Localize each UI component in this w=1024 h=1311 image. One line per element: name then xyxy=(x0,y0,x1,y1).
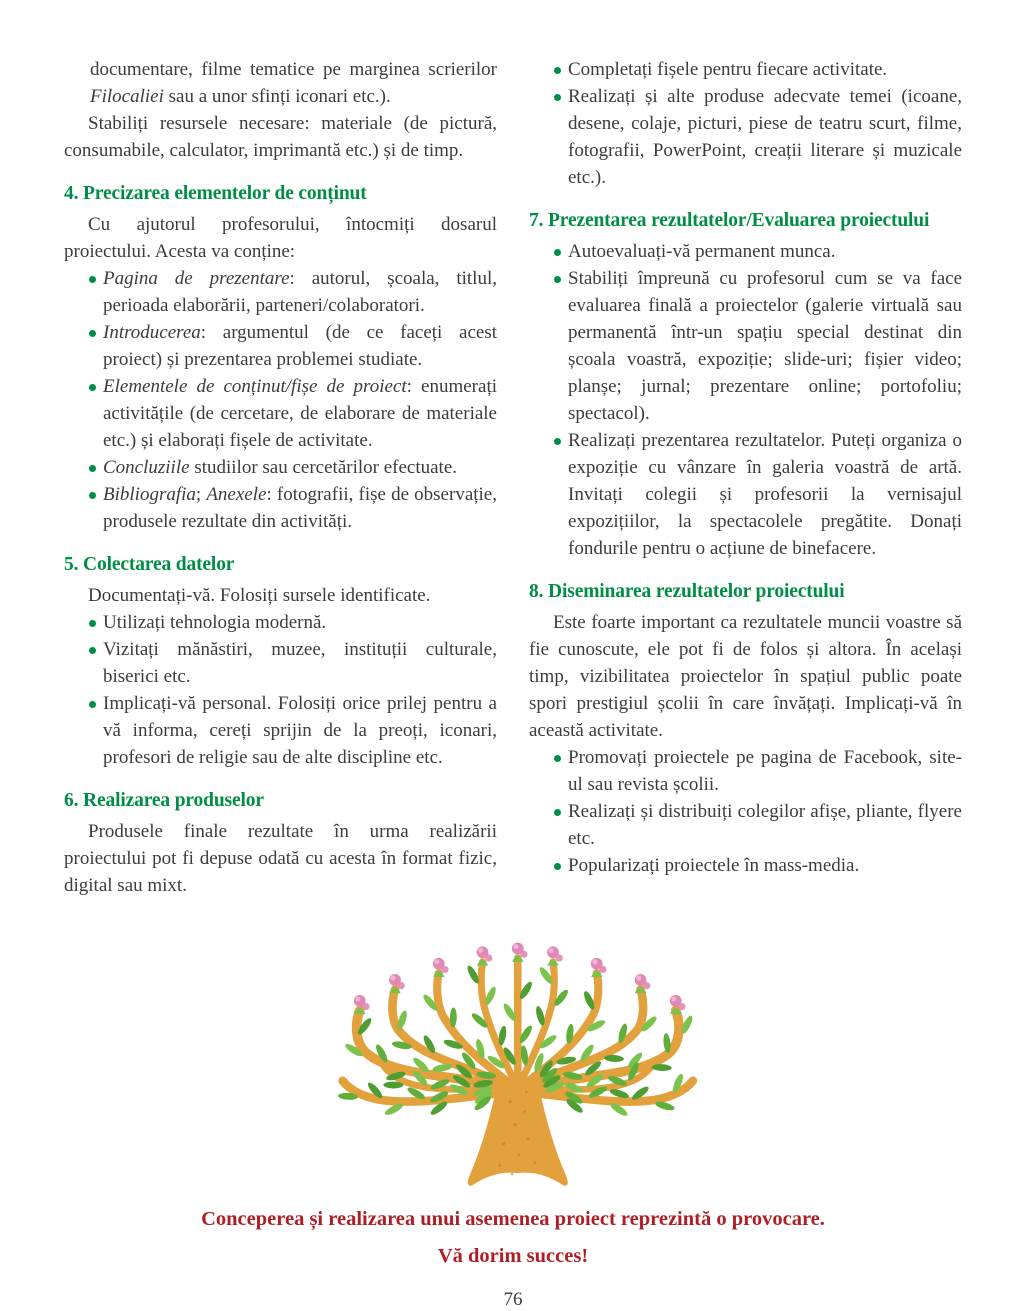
section-heading: 5. Colectarea datelor xyxy=(64,554,235,575)
bullet-list xyxy=(529,744,962,879)
section-heading: 4. Precizarea elementelor de conținut xyxy=(64,183,367,204)
bullet-item: Autoevaluați-vă permanent munca. xyxy=(553,238,962,265)
right-column xyxy=(529,56,962,879)
flowering-tree-illustration xyxy=(301,919,725,1195)
illustration-container xyxy=(64,919,962,1195)
bullet-item: Completați fișele pentru fiecare activitate. xyxy=(553,56,962,83)
bullet-item: Concluziile studiilor sau cercetărilor efectuate. xyxy=(88,454,497,481)
paragraph: documentare, filme tematice pe marginea scrierilor Filocaliei sau a unor sfinți iconari etc.). xyxy=(90,59,497,107)
bullet-item: Promovați proiectele pe pagina de Facebook, site-ul sau revista școlii. xyxy=(553,744,962,798)
bullet-list xyxy=(529,238,962,562)
bullet-list xyxy=(529,56,962,191)
paragraph: Este foarte important ca rezultatele muncii voastre să fie cunoscute, ele pot fi de folos și altora. În același timp, vizibilitatea proiectelor în spațiul public poate spori prestigiul școlii în care învățați. Implicați-vă în această activitate. xyxy=(529,612,962,741)
bullet-item: Realizați și distribuiți colegilor afișe, pliante, flyere etc. xyxy=(553,798,962,852)
bullet-item: Vizitați mănăstiri, muzee, instituții culturale, biserici etc. xyxy=(88,636,497,690)
left-column xyxy=(64,56,497,899)
paragraph: Stabiliți resursele necesare: materiale (de pictură, consumabile, calculator, imprimantă etc.) și de timp. xyxy=(64,113,497,161)
page-number: 76 xyxy=(503,1289,523,1310)
section-heading: 8. Diseminarea rezultatelor proiectului xyxy=(529,581,845,602)
closing-line-2: Vă dorim succes! xyxy=(437,1245,589,1267)
bullet-item: Elementele de conținut/fișe de proiect: enumerați activitățile (de cercetare, de elaborare de materiale etc.) și elaborați fișele de activitate. xyxy=(88,373,497,454)
section-heading: 7. Prezentarea rezultatelor/Evaluarea proiectului xyxy=(529,210,930,231)
two-column-text xyxy=(64,56,962,899)
bullet-item: Implicați-vă personal. Folosiți orice prilej pentru a vă informa, cereți sprijin de la preoți, iconari, profesori de religie sau de alte discipline etc. xyxy=(88,690,497,771)
closing-line-1: Conceperea și realizarea unui asemenea proiect reprezintă o provocare. xyxy=(201,1208,825,1230)
bullet-item: Pagina de prezentare: autorul, școala, titlul, perioada elaborării, parteneri/colaboratori. xyxy=(88,265,497,319)
bullet-item: Bibliografia; Anexele: fotografii, fișe de observație, produsele rezultate din activități. xyxy=(88,481,497,535)
bullet-item: Utilizați tehnologia modernă. xyxy=(88,609,497,636)
paragraph: Documentați-vă. Folosiți sursele identificate. xyxy=(88,585,431,606)
closing-message xyxy=(64,1201,962,1275)
bullet-item: Realizați și alte produse adecvate temei (icoane, desene, colaje, picturi, piese de teatru scurt, filme, fotografii, PowerPoint, creații literare și muzicale etc.). xyxy=(553,83,962,191)
bullet-item: Popularizați proiectele în mass-media. xyxy=(553,852,962,879)
bullet-item: Introducerea: argumentul (de ce faceți acest proiect) și prezentarea problemei studiate. xyxy=(88,319,497,373)
bullet-item: Realizați prezentarea rezultatelor. Puteți organiza o expoziție cu vânzare în galeria voastră de artă. Invitați colegii și profesorii la vernisajul expozițiilor, la spectacolele pregătite. Donați fondurile pentru o acțiune de binefacere. xyxy=(553,427,962,562)
paragraph: Cu ajutorul profesorului, întocmiți dosarul proiectului. Acesta va conține: xyxy=(64,214,497,262)
paragraph: Produsele finale rezultate în urma realizării proiectului pot fi depuse odată cu acesta în format fizic, digital sau mixt. xyxy=(64,821,497,896)
bullet-item: Stabiliți împreună cu profesorul cum se va face evaluarea finală a proiectelor (galerie virtuală sau permanentă într-un spațiu special destinat din școala voastră, expoziție; slide-uri; fișier video; planșe; jurnal; prezentare online; portofoliu; spectacol). xyxy=(553,265,962,427)
bullet-list xyxy=(64,609,497,771)
bullet-list xyxy=(64,265,497,535)
section-heading: 6. Realizarea produselor xyxy=(64,790,264,811)
